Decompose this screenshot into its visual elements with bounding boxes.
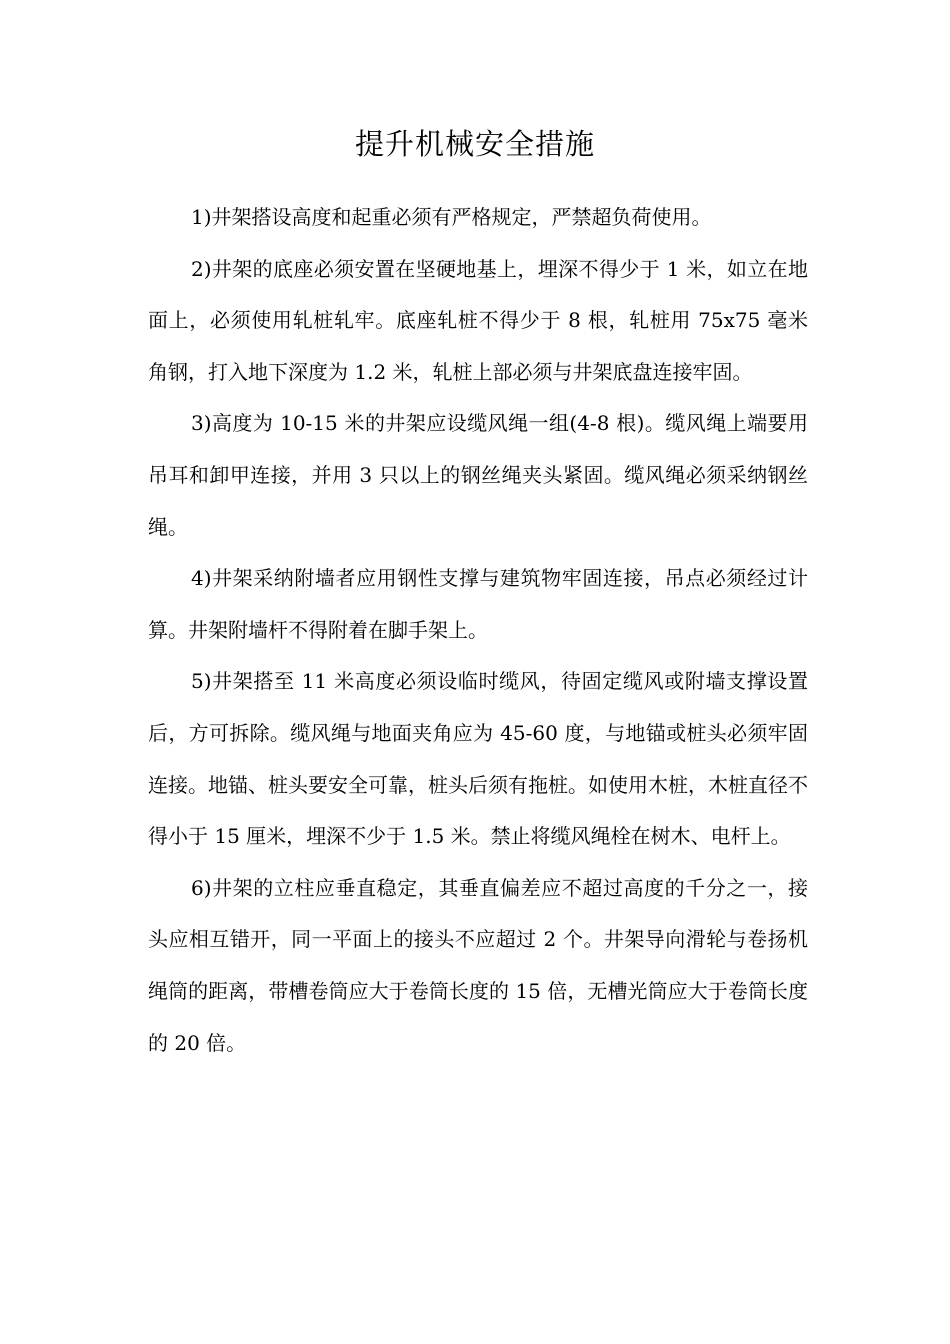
paragraph-1: 1)井架搭设高度和起重必须有严格规定，严禁超负荷使用。 bbox=[191, 205, 712, 229]
paragraph-2: 2)井架的底座必须安置在坚硬地基上，埋深不得少于 1 米，如立在地面上，必须使用轧桩轧牢。底座轧桩不得少于 8 根，轧桩用 75x75 毫米角钢，打入地下深度为 1.2 米，轧桩上部必须与井架底盘连接牢固。 bbox=[148, 256, 808, 384]
document-body bbox=[148, 192, 808, 1069]
paragraph-4: 4)井架采纳附墙者应用钢性支撑与建筑物牢固连接，吊点必须经过计算。井架附墙杆不得附着在脚手架上。 bbox=[148, 566, 808, 642]
paragraph-6: 6)井架的立柱应垂直稳定，其垂直偏差应不超过高度的千分之一，接头应相互错开，同一平面上的接头不应超过 2 个。井架导向滑轮与卷扬机绳筒的距离，带槽卷筒应大于卷筒长度的 15 倍，无槽光筒应大于卷筒长度的 20 倍。 bbox=[148, 875, 808, 1055]
paragraph-5: 5)井架搭至 11 米高度必须设临时缆风，待固定缆风或附墙支撑设置后，方可拆除。缆风绳与地面夹角应为 45-60 度，与地锚或桩头必须牢固连接。地锚、桩头要安全可靠，桩头后须有拖桩。如使用木桩，木桩直径不得小于 15 厘米，埋深不少于 1.5 米。禁止将缆风绳栓在树木、电杆上。 bbox=[148, 669, 808, 849]
document-title: 提升机械安全措施 bbox=[354, 127, 595, 161]
paragraph-3: 3)高度为 10-15 米的井架应设缆风绳一组(4-8 根)。缆风绳上端要用吊耳和卸甲连接，并用 3 只以上的钢丝绳夹头紧固。缆风绳必须采纳钢丝绳。 bbox=[148, 411, 808, 539]
